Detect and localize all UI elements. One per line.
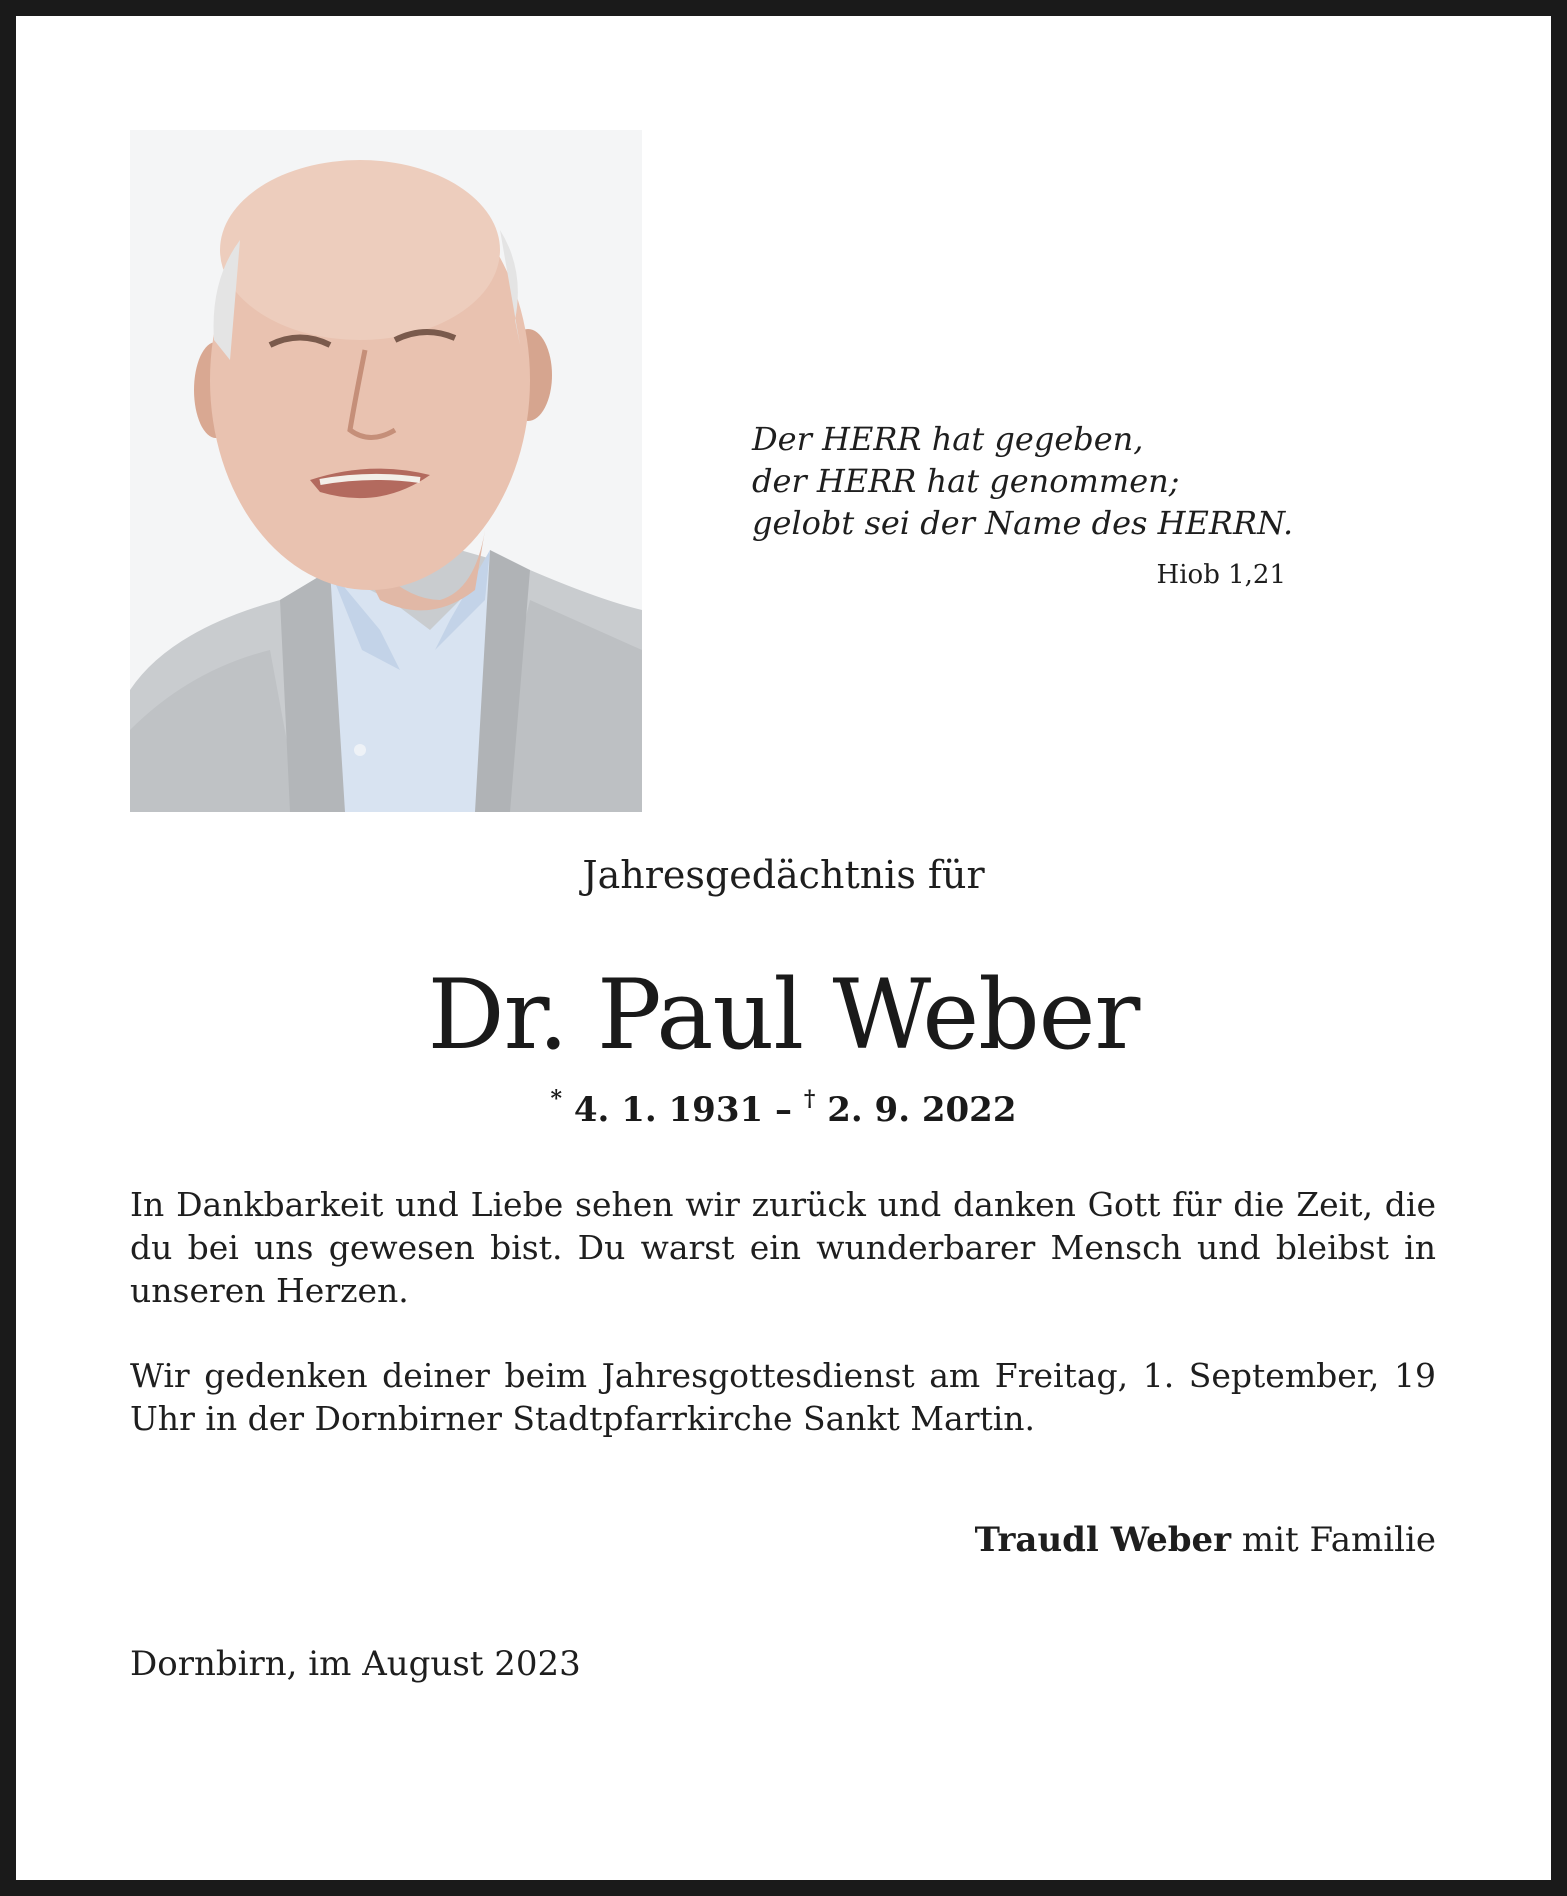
quote-line: Der HERR hat gegeben,	[752, 420, 1144, 458]
service-paragraph: Wir gedenken deiner beim Jahresgottesdienst am Freitag, 1. September, 19 Uhr in der Dornbirner Stadtpfarrkirche Sankt Martin.	[130, 1356, 1436, 1438]
memorial-intro: Jahresgedächtnis für	[582, 853, 985, 897]
quote-line: der HERR hat genommen;	[752, 462, 1180, 500]
quote-reference: Hiob 1,21	[1156, 560, 1286, 590]
birth-date: 4. 1. 1931	[573, 1090, 764, 1130]
birth-symbol: *	[550, 1086, 563, 1112]
death-date: 2. 9. 2022	[827, 1090, 1017, 1130]
signature	[130, 1520, 1436, 1560]
signature-suffix: mit Familie	[1231, 1520, 1436, 1560]
gratitude-paragraph: In Dankbarkeit und Liebe sehen wir zurück und danken Gott für die Zeit, die du bei uns gewesen bist. Du warst ein wunderbarer Mensch und bleibst in unseren Herzen.	[130, 1185, 1436, 1310]
signature-name: Traudl Weber	[974, 1520, 1232, 1560]
date-separator: –	[763, 1090, 804, 1130]
bible-quote	[752, 418, 1292, 544]
quote-line: gelobt sei der Name des HERRN.	[752, 504, 1294, 542]
deceased-name: Dr. Paul Weber	[427, 959, 1140, 1071]
death-symbol: †	[803, 1086, 816, 1112]
portrait-photo	[130, 130, 642, 812]
life-dates	[0, 1086, 1567, 1130]
place-and-date: Dornbirn, im August 2023	[130, 1644, 581, 1684]
